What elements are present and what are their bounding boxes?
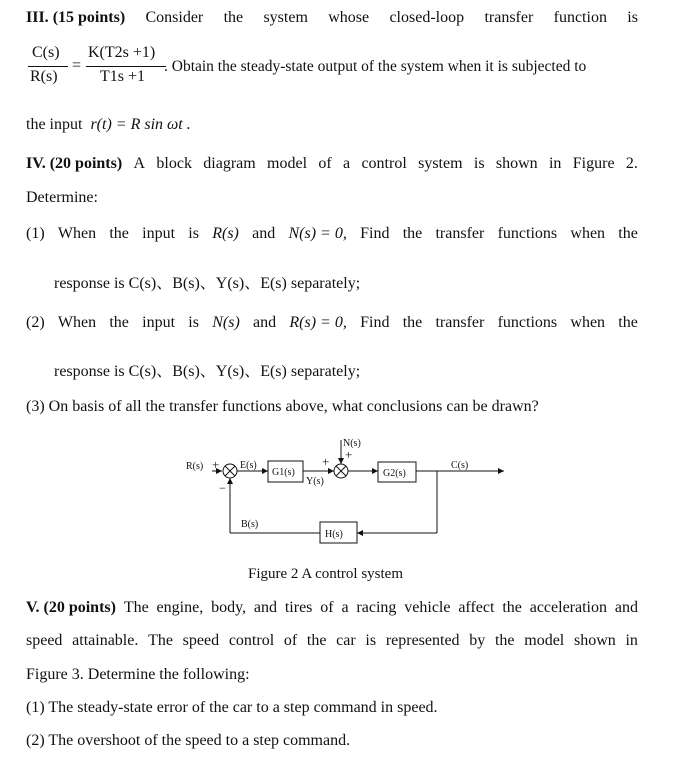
problem-5-line-1-word: acceleration (529, 599, 607, 616)
problem-4-word: Figure (572, 155, 615, 172)
item-2-word: is (188, 314, 199, 331)
rhs-denominator: T1s +1 (100, 68, 146, 85)
problem-5-line-1-word: racing (356, 599, 397, 616)
item-2-word: R(s) = 0, (289, 314, 347, 331)
label-e: E(s) (240, 460, 257, 471)
item-2-word: the (402, 314, 423, 331)
problem-5-line-2-word: The (148, 632, 173, 649)
problem-5-heading: V. (20 points) (26, 599, 116, 616)
problem-5-line-1-word: engine, (156, 599, 204, 616)
problem-5-line-3: Figure 3. Determine the following: (26, 666, 250, 683)
problem-3-heading: III. (15 points) (26, 9, 126, 26)
problem-5-line-2 (26, 632, 638, 650)
item-2-word: functions (497, 314, 558, 331)
problem-4-heading: IV. (20 points) (26, 155, 123, 172)
label-c: C(s) (451, 460, 469, 471)
problem-5-line-2-word: the (494, 632, 515, 649)
label-n: N(s) (343, 438, 361, 449)
problem-4-word: block (156, 155, 192, 172)
arrow-into-g1 (262, 468, 268, 474)
problem-3-line-3: the input r(t) = R sin ωt . (26, 116, 191, 133)
problem-5-line-2-word: control (228, 632, 275, 649)
lhs-numerator: C(s) (32, 44, 60, 61)
item-2-word: input (142, 314, 176, 331)
item-3-line: (3) On basis of all the transfer functions above, what conclusions can be drawn? (26, 398, 539, 415)
rhs-numerator: K(T2s +1) (88, 44, 156, 61)
problem-5-line-2-word: car (336, 632, 356, 649)
arrow-output (498, 468, 504, 474)
arrow-feedback-into-sum-1 (227, 478, 233, 484)
problem-4-word: shown (495, 155, 538, 172)
label-minus-1: − (219, 481, 226, 495)
problem-5-line-1-word: of (320, 599, 334, 616)
problem-4-word: model (267, 155, 308, 172)
problem-5-line-2-word: is (365, 632, 377, 649)
item-2-word: the (109, 314, 129, 331)
item-1-word: is (188, 225, 199, 242)
problem-4-word: of (318, 155, 332, 172)
item-1-word: input (142, 225, 176, 242)
problem-5-item-1: (1) The steady-state error of the car to a step command in speed. (26, 699, 438, 716)
problem-4-word: in (548, 155, 562, 172)
item-1-word: the (402, 225, 423, 242)
problem-5-line-1-word: affect (458, 599, 495, 616)
problem-5-line-1-word: and (614, 599, 638, 616)
determine-label: Determine: (26, 189, 98, 206)
problem-5-line-2-word: of (283, 632, 298, 649)
item-1-word: R(s) (212, 225, 239, 242)
arrow-n-into-sum-2 (338, 458, 344, 464)
problem-5-line-1 (26, 599, 638, 617)
item-1-word: Find (360, 225, 390, 242)
problem-5-line-2-word: attainable. (72, 632, 139, 649)
item-2-word: Find (360, 314, 390, 331)
problem-3-word: transfer (484, 9, 534, 26)
problem-5-line-1-word: the (502, 599, 522, 616)
problem-5-line-1-word: a (341, 599, 349, 616)
label-plus-1: + (212, 457, 220, 472)
problem-5-line-2-word: the (306, 632, 327, 649)
equals-sign: = (72, 57, 82, 74)
problem-3-word: the (223, 9, 244, 26)
problem-3-line-2: . Obtain the steady-state output of the system when it is subjected to (164, 58, 587, 75)
problem-3-word: Consider (145, 9, 204, 26)
item-2-response: response is C(s)、B(s)、Y(s)、E(s) separately; (54, 363, 361, 380)
problem-4-word: A (133, 155, 146, 172)
figure-caption: Figure 2 A control system (248, 566, 403, 582)
label-plus-2: + (345, 447, 353, 462)
item-1-word: N(s) = 0, (288, 225, 347, 242)
problem-4-word: is (473, 155, 485, 172)
item-1-word: and (252, 225, 276, 242)
item-1-word: functions (497, 225, 558, 242)
arrow-into-g2 (372, 468, 378, 474)
lhs-denominator: R(s) (30, 68, 58, 85)
item-1-response: response is C(s)、B(s)、Y(s)、E(s) separately; (54, 275, 361, 292)
item-2-word: and (253, 314, 277, 331)
item-1-word: transfer (435, 225, 485, 242)
label-r: R(s) (186, 461, 204, 472)
item-2-word: N(s) (212, 314, 240, 331)
item-1-word: When (57, 225, 97, 242)
problem-5-line-1-word: body, (211, 599, 247, 616)
problem-4-word: control (361, 155, 407, 172)
problem-3-word: whose (328, 9, 370, 26)
problem-4-word: 2. (625, 155, 638, 172)
label-g1: G1(s) (272, 467, 295, 478)
problem-5-line-2-word: speed (182, 632, 220, 649)
item-1-word: (1) (26, 225, 45, 242)
label-plus-3: + (322, 454, 330, 469)
arrow-into-h (357, 530, 363, 536)
problem-4-word: a (343, 155, 351, 172)
item-2-word: (2) (26, 314, 45, 331)
label-y: Y(s) (306, 476, 324, 487)
item-2-word: the (618, 314, 638, 331)
item-2-word: When (57, 314, 97, 331)
problem-5-line-2-word: model (524, 632, 565, 649)
problem-5-line-2-word: shown (573, 632, 616, 649)
problem-4-word: diagram (203, 155, 256, 172)
problem-5-line-1-word: tires (284, 599, 313, 616)
problem-3-word: system (263, 9, 308, 26)
problem-5-line-2-word: represented (385, 632, 460, 649)
problem-4-word: system (418, 155, 463, 172)
problem-5-line-1-word: vehicle (404, 599, 451, 616)
problem-5-line-2-word: in (625, 632, 638, 649)
problem-3-word: closed-loop (389, 9, 465, 26)
problem-3-word: is (627, 9, 638, 26)
item-1-word: when (570, 225, 606, 242)
problem-5-line-2-word: speed (26, 632, 63, 649)
problem-5-line-1-word: and (253, 599, 277, 616)
problem-5-item-2: (2) The overshoot of the speed to a step command. (26, 732, 351, 749)
problem-5-line-1-word: The (123, 599, 149, 616)
item-1-word: the (618, 225, 638, 242)
label-b: B(s) (241, 519, 259, 530)
label-g2: G2(s) (383, 468, 406, 479)
item-2-word: when (570, 314, 606, 331)
item-1-word: the (109, 225, 129, 242)
problem-3-word: function (553, 9, 607, 26)
problem-5-line-2-word: by (469, 632, 486, 649)
input-expression: r(t) = R sin ωt . (90, 116, 191, 133)
label-h: H(s) (325, 529, 343, 540)
item-2-word: transfer (435, 314, 485, 331)
